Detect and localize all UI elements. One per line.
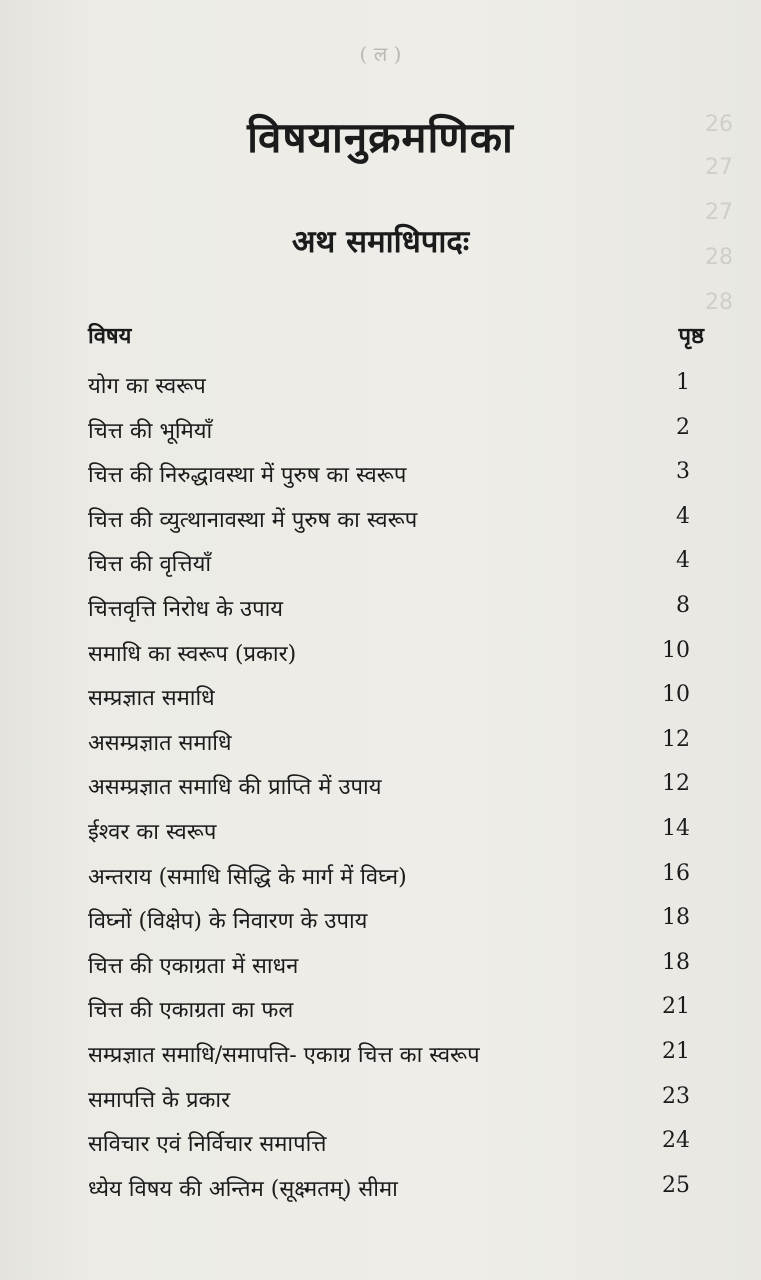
- toc-entry-title: चित्त की भूमियाँ: [88, 418, 213, 444]
- toc-entry: [88, 587, 704, 632]
- toc-entry: [88, 1167, 704, 1212]
- toc-entry-page: 18: [662, 905, 690, 931]
- toc-entry: [88, 765, 704, 810]
- toc-entry: [88, 542, 704, 587]
- toc-entry-page: 18: [662, 949, 690, 975]
- toc-entry-page: 14: [662, 815, 690, 841]
- toc-entry: [88, 676, 704, 721]
- show-through-number: 27: [705, 155, 733, 180]
- show-through-number: 28: [705, 245, 733, 270]
- toc-entry-page: 23: [662, 1083, 690, 1109]
- toc-entry: [88, 988, 704, 1033]
- toc-entry: [88, 1078, 704, 1123]
- column-header-subject: विषय: [88, 323, 132, 349]
- toc-entry-title: सविचार एवं निर्विचार समापत्ति: [88, 1132, 327, 1158]
- show-through-number: 28: [705, 290, 733, 315]
- toc-entry-page: 10: [662, 682, 690, 708]
- toc-entry-title: चित्तवृत्ति निरोध के उपाय: [88, 596, 284, 622]
- toc-entry-title: चित्त की एकाग्रता में साधन: [88, 953, 299, 979]
- toc-entry-title: ध्येय विषय की अन्तिम (सूक्ष्मतम्) सीमा: [88, 1176, 398, 1202]
- toc-entry: [88, 810, 704, 855]
- toc-entry-page: 25: [662, 1172, 690, 1198]
- column-header-page: पृष्ठ: [678, 323, 704, 349]
- toc-entry: [88, 498, 704, 543]
- toc-entry-title: समाधि का स्वरूप (प्रकार): [88, 641, 297, 667]
- show-through-number: 27: [705, 200, 733, 225]
- toc-entry: [88, 855, 704, 900]
- toc-entry-title: चित्त की व्युत्थानावस्था में पुरुष का स्वरूप: [88, 507, 418, 533]
- toc-entry-title: चित्त की एकाग्रता का फल: [88, 998, 294, 1024]
- toc-entry-page: 8: [676, 592, 690, 618]
- toc-entry-page: 2: [676, 414, 690, 440]
- page-title: विषयानुक्रमणिका: [247, 113, 514, 162]
- toc-entry-page: 3: [676, 459, 690, 485]
- toc-entry-page: 24: [662, 1128, 690, 1154]
- toc-entry-title: सम्प्रज्ञात समाधि/समापत्ति- एकाग्र चित्त का स्वरूप: [88, 1042, 480, 1068]
- toc-entry: [88, 1122, 704, 1167]
- toc-entry-title: सम्प्रज्ञात समाधि: [88, 686, 215, 712]
- toc-entry-page: 4: [676, 548, 690, 574]
- toc-entry-page: 10: [662, 637, 690, 663]
- toc-entry-title: अन्तराय (समाधि सिद्धि के मार्ग में विघ्न): [88, 864, 407, 890]
- toc-entry: [88, 364, 704, 409]
- toc-entry-title: चित्त की वृत्तियाँ: [88, 552, 212, 578]
- toc-entry-page: 12: [662, 771, 690, 797]
- show-through-number: 26: [705, 112, 733, 137]
- section-heading: अथ समाधिपादः: [291, 224, 470, 260]
- toc-entry-page: 16: [662, 860, 690, 886]
- toc-entry: [88, 944, 704, 989]
- toc-entry: [88, 899, 704, 944]
- toc-entry: [88, 1033, 704, 1078]
- toc-entry-title: चित्त की निरुद्धावस्था में पुरुष का स्वरूप: [88, 463, 407, 489]
- toc-entry: [88, 453, 704, 498]
- toc-entry-page: 21: [662, 994, 690, 1020]
- toc-entry-title: असम्प्रज्ञात समाधि: [88, 730, 232, 756]
- toc-entry-title: योग का स्वरूप: [88, 374, 206, 399]
- toc-entry-page: 12: [662, 726, 690, 752]
- toc-entry-title: विघ्नों (विक्षेप) के निवारण के उपाय: [88, 909, 368, 935]
- toc-entry-title: समापत्ति के प्रकार: [88, 1087, 231, 1113]
- toc-entry-page: 4: [676, 503, 690, 529]
- toc-entry-page: 21: [662, 1038, 690, 1064]
- toc-entry: [88, 632, 704, 677]
- toc-entry: [88, 721, 704, 766]
- page-folio: ( ल ): [359, 42, 402, 66]
- toc-entry: [88, 409, 704, 454]
- table-of-contents: [88, 364, 704, 1211]
- toc-entry-title: असम्प्रज्ञात समाधि की प्राप्ति में उपाय: [88, 775, 382, 801]
- toc-entry-title: ईश्वर का स्वरूप: [88, 819, 217, 845]
- toc-entry-page: 1: [676, 370, 690, 395]
